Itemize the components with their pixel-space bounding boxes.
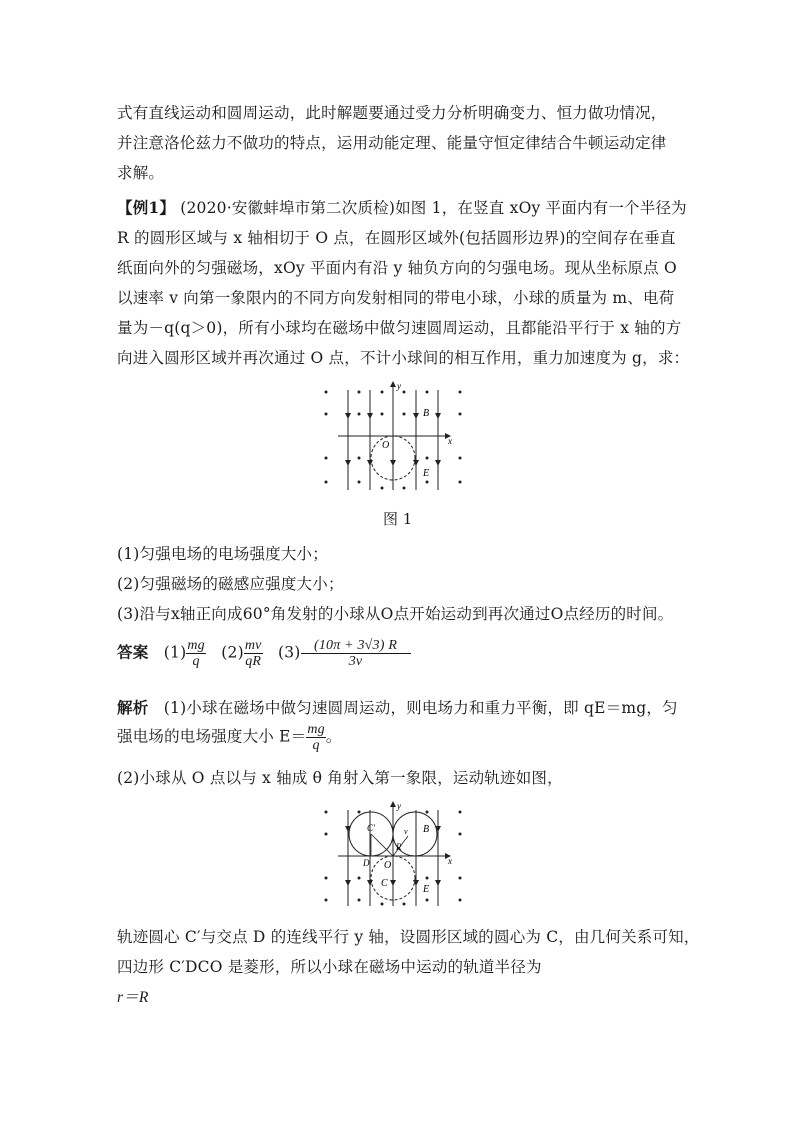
intro-line-3: 求解。: [117, 164, 165, 182]
conclusion-line-3: r＝R: [117, 989, 149, 1006]
answer-label: 答案: [117, 642, 149, 662]
example-line-6: 向进入圆形区域并再次通过 O 点，不计小球间的相互作用，重力加速度为 g，求：: [117, 349, 690, 367]
analysis-E-fraction: $\frac{mg}{q}$: [307, 722, 325, 753]
fig2-label-v: v: [404, 827, 408, 836]
conclusion-line-2: 四边形 C′DCO 是菱形，所以小球在磁场中运动的轨道半径为: [117, 958, 542, 976]
fig2-label-R: R: [396, 842, 402, 852]
analysis-line-1: [117, 696, 678, 718]
fig2-label-E: E: [423, 884, 430, 895]
analysis-line-3: (2)小球从 O 点以与 x 轴成 θ 角射入第一象限，运动轨迹如图，: [117, 769, 563, 787]
example-line-5: 量为－q(q＞0)，所有小球均在磁场中做匀速圆周运动，且都能沿平行于 x 轴的方: [117, 319, 682, 337]
fig2-label-y: y: [397, 801, 401, 811]
answer-line: [117, 638, 411, 669]
intro-line-1: 式有直线运动和圆周运动，此时解题要通过受力分析明确变力、恒力做功情况，: [117, 104, 667, 122]
question-2: (2)匀强磁场的磁感应强度大小；: [117, 575, 344, 593]
figure-2: [318, 800, 468, 912]
example-tag: 【例1】: [117, 198, 176, 217]
figure-1-caption: 图 1: [383, 510, 413, 528]
fig2-label-O: O: [384, 860, 392, 871]
fig1-label-B: B: [423, 408, 430, 419]
intro-line-2: 并注意洛伦兹力不做功的特点，运用动能定理、能量守恒定律结合牛顿运动定律: [117, 134, 667, 152]
fig1-label-E: E: [423, 468, 430, 479]
example-line-3: 纸面向外的匀强磁场，xOy 平面内有沿 y 轴负方向的匀强电场。现从坐标原点 O: [117, 259, 677, 277]
fig2-label-C: C: [381, 878, 388, 889]
analysis-line-2: [117, 722, 342, 753]
fig2-label-x: x: [448, 856, 452, 866]
question-3: (3)沿与x轴正向成60°角发射的小球从O点开始运动到再次通过O点经历的时间。: [117, 605, 674, 623]
example-source: (2020·安徽蚌埠市第二次质检): [180, 199, 396, 217]
answer-2-prefix: (2): [221, 643, 244, 662]
fig2-label-B: B: [423, 824, 430, 835]
fig2-label-D: D: [363, 858, 370, 868]
example-line-1-rest: 如图 1，在竖直 xOy 平面内有一个半径为: [395, 199, 687, 217]
fig2-label-C-prime: C′: [367, 823, 375, 833]
answer-3-prefix: (3): [277, 643, 301, 662]
fig1-label-y: y: [397, 381, 401, 391]
answer-3-fraction: $\frac{(10\pi + 3√3) R}{3v}$: [301, 638, 411, 669]
question-1: (1)匀强电场的电场强度大小；: [117, 545, 328, 563]
fig1-label-x: x: [448, 436, 452, 446]
answer-2-fraction: $\frac{mv}{qR}$: [244, 638, 262, 669]
answer-1-prefix: (1): [163, 643, 187, 662]
figure-1: [318, 378, 468, 498]
analysis-line-2-post: 。: [325, 727, 342, 746]
answer-1-fraction: $\frac{mg}{q}$: [187, 638, 205, 669]
analysis-line-2-pre: 强电场的电场强度大小 E＝: [117, 727, 307, 746]
example-line-4: 以速率 v 向第一象限内的不同方向发射相同的带电小球，小球的质量为 m、电荷: [117, 289, 675, 307]
analysis-label: 解析: [117, 698, 149, 717]
analysis-line-1-text: (1)小球在磁场中做匀速圆周运动，则电场力和重力平衡，即 qE＝mg，匀: [163, 699, 678, 717]
example-line-2: R 的圆形区域与 x 轴相切于 O 点，在圆形区域外(包括圆形边界)的空间存在垂直: [117, 229, 676, 247]
example-line-1: [117, 196, 687, 218]
conclusion-line-1: 轨迹圆心 C′与交点 D 的连线平行 y 轴，设圆形区域的圆心为 C，由几何关系可知，: [117, 928, 700, 946]
fig1-label-O: O: [382, 440, 390, 451]
